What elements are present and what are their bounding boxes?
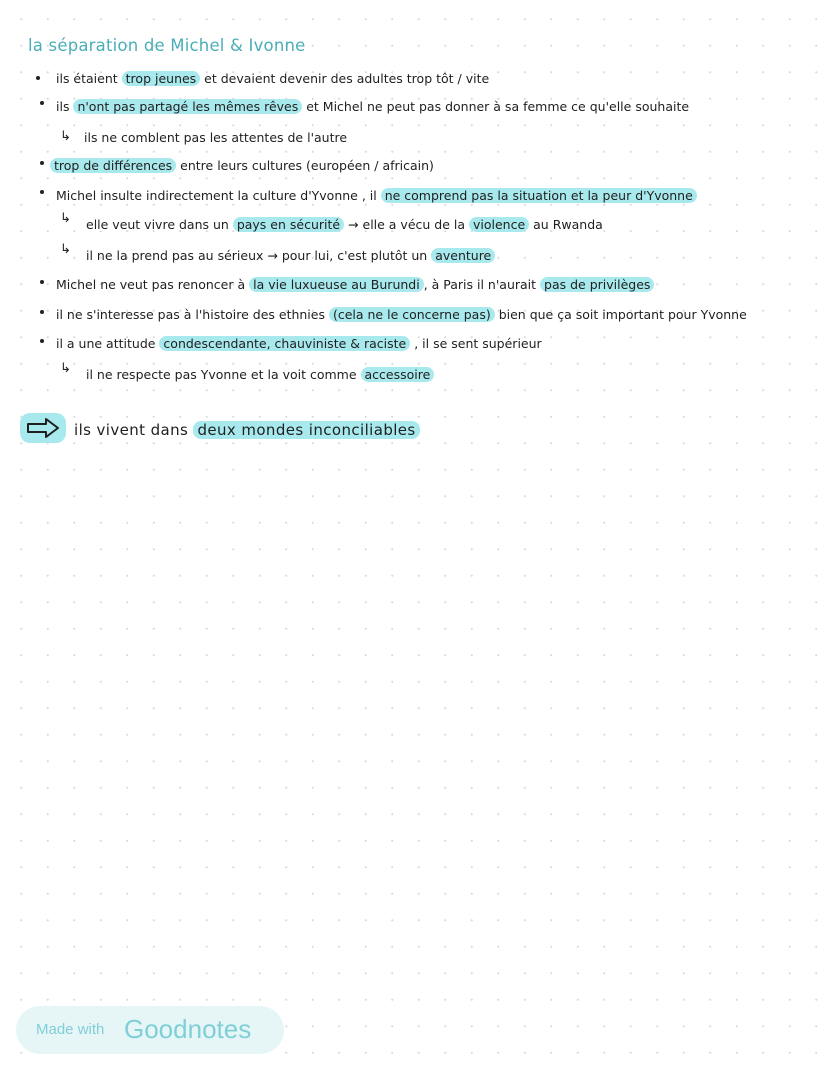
text-segment: ils vivent dans	[74, 421, 194, 439]
bullet-dot	[36, 76, 40, 80]
badge-brand-logo: Goodnotes	[124, 1014, 252, 1044]
return-arrow-icon: ↳	[60, 211, 71, 226]
text-segment: il ne s'interesse pas à l'histoire des ethnies	[56, 307, 329, 322]
highlighted-text: condescendante, chauviniste & raciste	[159, 336, 410, 351]
return-arrow-icon: ↳	[60, 129, 71, 144]
note-line	[56, 98, 689, 116]
highlighted-text: trop jeunes	[122, 71, 201, 86]
bullet-dot	[40, 339, 44, 343]
note-line	[56, 306, 747, 324]
text-segment: et Michel ne peut pas donner à sa femme ce qu'elle souhaite	[302, 99, 690, 114]
return-arrow-icon: ↳	[60, 242, 71, 257]
highlighted-text: accessoire	[361, 367, 435, 382]
badge-made-with-label: Made with	[36, 1021, 105, 1038]
note-line	[56, 276, 654, 294]
right-arrow-icon	[20, 413, 66, 443]
bullet-dot	[40, 190, 44, 194]
note-line	[84, 129, 347, 147]
page-title: la séparation de Michel & Ivonne	[28, 36, 306, 55]
bullet-dot	[40, 101, 44, 105]
highlighted-text: ne comprend pas la situation et la peur d'Yvonne	[381, 188, 697, 203]
bullet-dot	[40, 310, 44, 314]
text-segment: ils étaient	[56, 71, 122, 86]
highlighted-text: deux mondes inconciliables	[193, 421, 419, 439]
note-line	[56, 187, 697, 205]
made-with-badge[interactable]	[16, 1006, 284, 1054]
highlighted-text: trop de différences	[50, 158, 176, 173]
note-line	[56, 335, 542, 353]
text-segment: Michel ne veut pas renoncer à	[56, 277, 250, 292]
highlighted-text: pas de privilèges	[540, 277, 654, 292]
text-segment: ils	[56, 99, 74, 114]
text-segment: ils ne comblent pas les attentes de l'autre	[84, 130, 348, 145]
text-segment: bien que ça soit important pour Yvonne	[494, 307, 747, 322]
text-segment: elle veut vivre dans un	[86, 217, 233, 232]
highlighted-text: pays en sécurité	[233, 217, 344, 232]
text-segment: Michel insulte indirectement la culture d'Yvonne , il	[56, 188, 381, 203]
text-segment: il ne respecte pas Yvonne et la voit comme	[86, 367, 361, 382]
text-segment: , à Paris il n'aurait	[423, 277, 541, 292]
text-segment: il ne la prend pas au sérieux → pour lui, c'est plutôt un	[86, 248, 432, 263]
text-segment: et devaient devenir des adultes trop tôt / vite	[200, 71, 490, 86]
note-line	[86, 216, 603, 234]
return-arrow-icon: ↳	[60, 361, 71, 376]
conclusion-line	[74, 420, 420, 440]
text-segment: il a une attitude	[56, 336, 160, 351]
note-line	[56, 70, 489, 88]
highlighted-text: (cela ne le concerne pas)	[329, 307, 495, 322]
text-segment: , il se sent supérieur	[410, 336, 542, 351]
highlighted-text: n'ont pas partagé les mêmes rêves	[73, 99, 302, 114]
text-segment: → elle a vécu de la	[344, 217, 469, 232]
text-segment: entre leurs cultures (européen / africain)	[176, 158, 434, 173]
highlighted-text: violence	[469, 217, 529, 232]
highlighted-text: la vie luxueuse au Burundi	[249, 277, 424, 292]
text-segment: au Rwanda	[529, 217, 603, 232]
note-line	[86, 366, 434, 384]
bullet-dot	[40, 280, 44, 284]
note-line	[50, 157, 434, 175]
highlighted-text: aventure	[431, 248, 495, 263]
bullet-dot	[40, 161, 44, 165]
note-line	[86, 247, 495, 265]
